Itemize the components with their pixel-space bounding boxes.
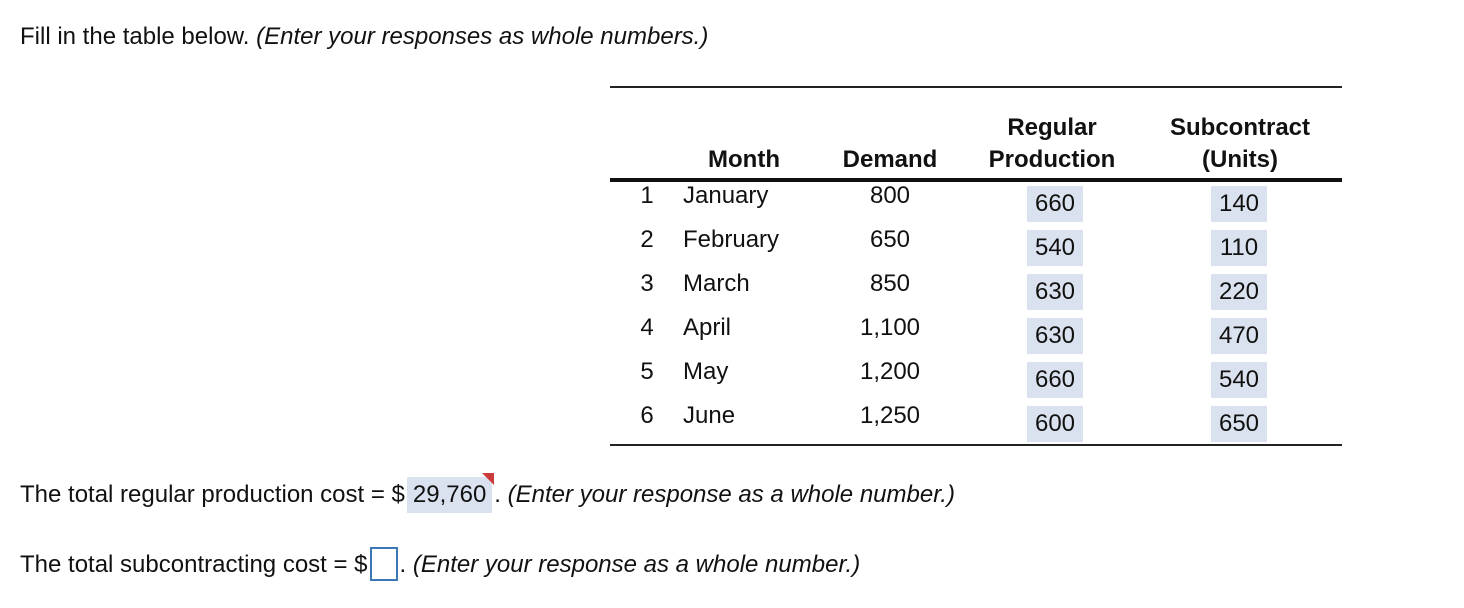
row-demand: 800 (869, 182, 911, 209)
regular-cost-hint: (Enter your response as a whole number.) (507, 481, 955, 508)
row-index: 4 (640, 314, 654, 341)
table-bottom-rule (610, 444, 1342, 446)
row-demand: 1,200 (859, 358, 921, 385)
header-month (684, 144, 804, 176)
subcontract-answer[interactable]: 140 (1211, 186, 1267, 222)
header-regular-line1: Regular (1007, 114, 1097, 141)
table-row (610, 182, 1342, 226)
row-index: 5 (640, 358, 654, 385)
subcontract-cost-line (20, 547, 860, 583)
subcontract-cost-suffix: . (399, 551, 407, 578)
row-month: May (683, 358, 729, 385)
header-demand (830, 144, 950, 176)
regular-production-answer[interactable]: 540 (1027, 230, 1083, 266)
row-demand: 850 (869, 270, 911, 297)
regular-production-answer[interactable]: 630 (1027, 274, 1083, 310)
header-regular-line2: Production (988, 146, 1116, 173)
regular-cost-answer[interactable] (407, 477, 492, 513)
header-month-label: Month (708, 146, 780, 173)
row-index: 1 (640, 182, 654, 209)
subcontract-cost-input[interactable] (370, 547, 398, 581)
header-regular-production (970, 112, 1134, 176)
table-row (610, 402, 1342, 446)
regular-cost-line (20, 477, 955, 513)
row-month: January (683, 182, 769, 209)
header-subcontract-line2: (Units) (1202, 146, 1278, 173)
subcontract-answer[interactable]: 110 (1211, 230, 1267, 266)
row-demand: 650 (869, 226, 911, 253)
regular-cost-suffix: . (494, 481, 501, 508)
subcontract-cost-label: The total subcontracting cost = $ (20, 551, 368, 578)
subcontract-answer[interactable]: 650 (1211, 406, 1267, 442)
header-subcontract (1150, 112, 1330, 176)
header-demand-label: Demand (842, 146, 938, 173)
row-index: 2 (640, 226, 654, 253)
table-row (610, 314, 1342, 358)
table-row (610, 358, 1342, 402)
instruction-text: Fill in the table below. (20, 23, 250, 50)
table-row (610, 270, 1342, 314)
regular-production-answer[interactable]: 660 (1027, 362, 1083, 398)
row-month: April (683, 314, 732, 341)
regular-cost-value: 29,760 (412, 481, 487, 508)
table-top-rule (610, 86, 1342, 88)
instruction (20, 22, 708, 52)
instruction-hint: (Enter your responses as whole numbers.) (256, 23, 709, 50)
table-row (610, 226, 1342, 270)
row-month: June (683, 402, 736, 429)
row-index: 3 (640, 270, 654, 297)
regular-production-answer[interactable]: 660 (1027, 186, 1083, 222)
flag-icon (482, 473, 494, 485)
subcontract-answer[interactable]: 540 (1211, 362, 1267, 398)
regular-cost-label: The total regular production cost = $ (20, 481, 405, 508)
subcontract-answer[interactable]: 470 (1211, 318, 1267, 354)
row-month: March (683, 270, 750, 297)
row-index: 6 (640, 402, 654, 429)
subcontract-answer[interactable]: 220 (1211, 274, 1267, 310)
header-subcontract-line1: Subcontract (1169, 114, 1310, 141)
regular-production-answer[interactable]: 630 (1027, 318, 1083, 354)
row-demand: 1,100 (859, 314, 921, 341)
row-month: February (683, 226, 780, 253)
row-demand: 1,250 (859, 402, 921, 429)
regular-production-answer[interactable]: 600 (1027, 406, 1083, 442)
subcontract-cost-hint: (Enter your response as a whole number.) (412, 551, 861, 578)
